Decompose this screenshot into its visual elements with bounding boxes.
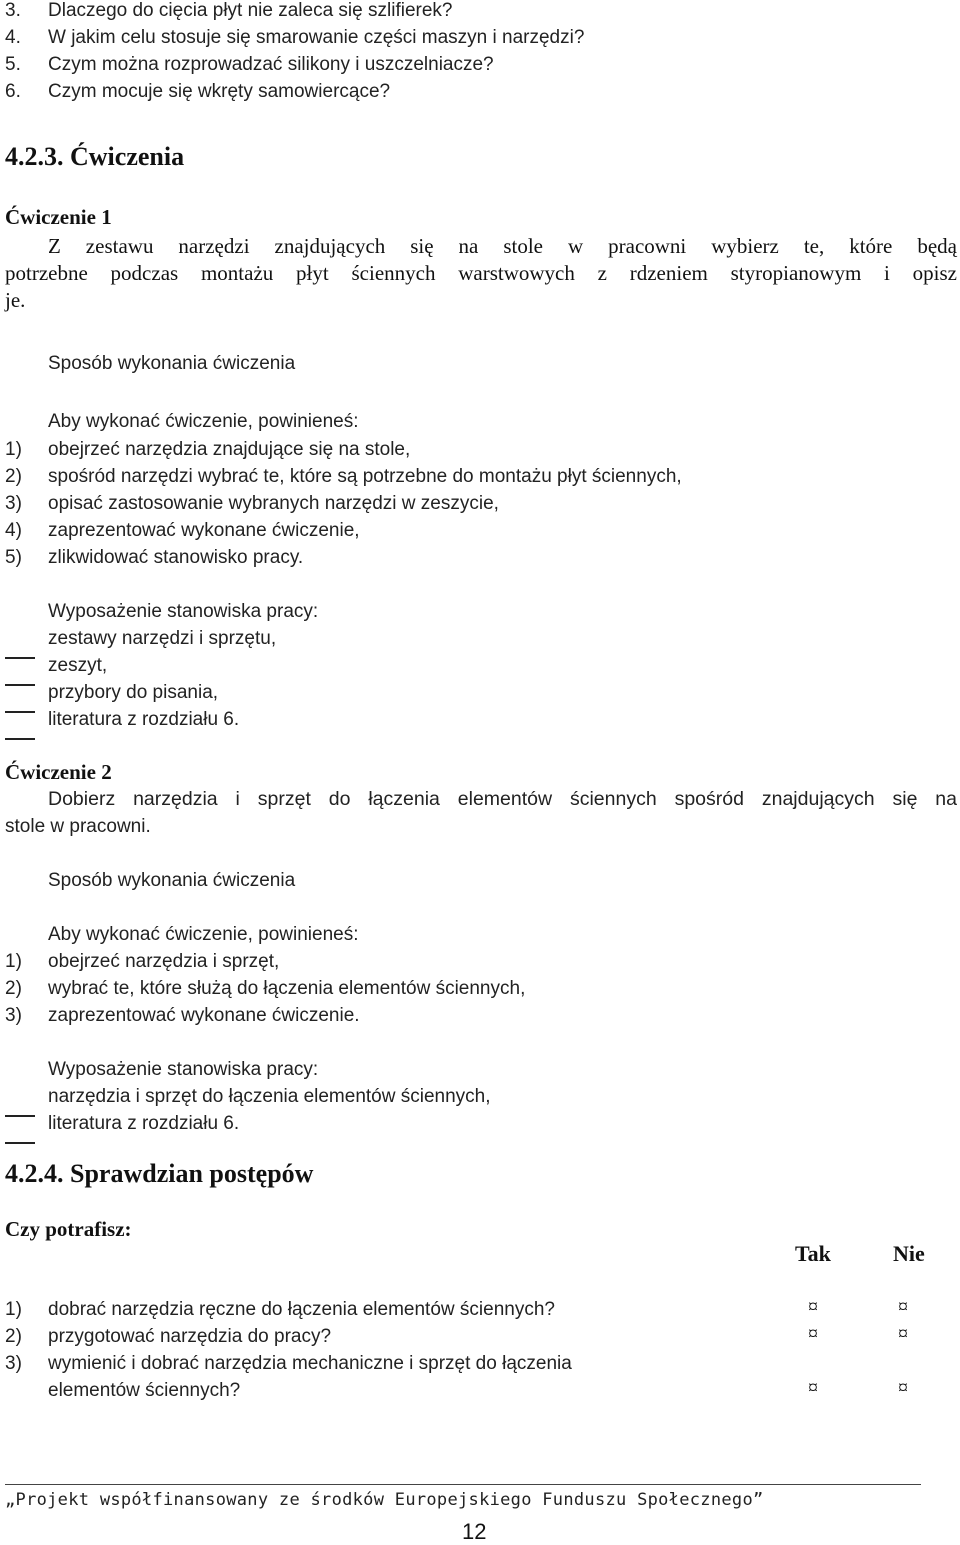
item-number: 3) — [5, 1353, 22, 1374]
equipment-text: zeszyt, — [48, 655, 108, 676]
exercise-1-desc-line2: potrzebne podczas montażu płyt ściennych warstwowych z rdzeniem styropianowym i opisz — [5, 261, 957, 285]
equipment-text: narzędzia i sprzęt do łączenia elementów ściennych, — [48, 1086, 491, 1107]
checkbox-no-3[interactable]: ¤ — [898, 1377, 908, 1399]
step-text: obejrzeć narzędzia znajdujące się na stole, — [48, 439, 411, 460]
footer-divider — [5, 1484, 921, 1485]
item-text: wymienić i dobrać narzędzia mechaniczne i sprzęt do łączenia — [48, 1353, 572, 1374]
page-number: 12 — [462, 1519, 487, 1544]
equipment-text: zestawy narzędzi i sprzętu, — [48, 628, 277, 649]
exercise-2-equipment-item — [5, 1083, 491, 1110]
checkbox-yes-3[interactable]: ¤ — [808, 1377, 818, 1399]
step-text: wybrać te, które służą do łączenia elementów ściennych, — [48, 978, 526, 999]
equipment-text: literatura z rozdziału 6. — [48, 709, 240, 730]
column-header-no: Nie — [893, 1241, 925, 1266]
step-number: 2) — [5, 978, 22, 999]
checkbox-no-2[interactable]: ¤ — [898, 1323, 908, 1345]
question-text: Dlaczego do cięcia płyt nie zaleca się szlifierek? — [48, 0, 453, 21]
step-number: 4) — [5, 520, 22, 541]
item-text: przygotować narzędzia do pracy? — [48, 1326, 332, 1347]
exercise-2-step — [5, 1002, 360, 1029]
question-3 — [5, 0, 452, 24]
exercise-2-method-heading: Sposób wykonania ćwiczenia — [48, 870, 296, 891]
exercise-2-title: Ćwiczenie 2 — [5, 760, 112, 784]
exercise-2-desc-line1: Dobierz narzędzia i sprzęt do łączenia elementów ściennych spośród znajdujących się na — [48, 788, 957, 810]
exercise-1-equipment-heading: Wyposażenie stanowiska pracy: — [48, 601, 319, 622]
step-number: 5) — [5, 547, 22, 568]
exercise-1-equipment-item — [5, 679, 218, 706]
question-number: 6. — [5, 81, 21, 102]
exercise-2-equipment-item — [5, 1110, 239, 1137]
exercise-1-step — [5, 436, 410, 463]
step-number: 3) — [5, 1005, 22, 1026]
step-text: obejrzeć narzędzia i sprzęt, — [48, 951, 280, 972]
question-4 — [5, 24, 584, 51]
checklist-item-2 — [5, 1323, 331, 1350]
question-number: 5. — [5, 54, 21, 75]
step-number: 2) — [5, 466, 22, 487]
item-number: 1) — [5, 1299, 22, 1320]
checklist-item-3 — [5, 1350, 572, 1377]
question-5 — [5, 51, 494, 78]
question-text: W jakim celu stosuje się smarowanie części maszyn i narzędzi? — [48, 27, 585, 48]
exercise-1-desc-line3: je. — [5, 288, 26, 312]
question-number: 3. — [5, 0, 21, 21]
question-6 — [5, 78, 390, 105]
checklist-item-3-continuation: elementów ściennych? — [48, 1380, 241, 1401]
step-text: zaprezentować wykonane ćwiczenie, — [48, 520, 360, 541]
exercise-1-equipment-item — [5, 706, 239, 733]
exercise-1-step — [5, 544, 303, 571]
step-number: 1) — [5, 439, 22, 460]
step-text: zaprezentować wykonane ćwiczenie. — [48, 1005, 360, 1026]
exercise-1-method-heading: Sposób wykonania ćwiczenia — [48, 353, 296, 374]
section-heading-progress: 4.2.4. Sprawdzian postępów — [5, 1159, 314, 1188]
checkbox-yes-1[interactable]: ¤ — [808, 1296, 818, 1318]
checkbox-yes-2[interactable]: ¤ — [808, 1323, 818, 1345]
question-text: Czym można rozprowadzać silikony i uszczelniacze? — [48, 54, 494, 75]
exercise-1-step — [5, 517, 360, 544]
equipment-text: literatura z rozdziału 6. — [48, 1113, 240, 1134]
exercise-2-step — [5, 975, 525, 1002]
step-number: 3) — [5, 493, 22, 514]
equipment-text: przybory do pisania, — [48, 682, 219, 703]
exercise-2-equipment-heading: Wyposażenie stanowiska pracy: — [48, 1059, 319, 1080]
step-number: 1) — [5, 951, 22, 972]
question-text: Czym mocuje się wkręty samowiercące? — [48, 81, 391, 102]
column-header-yes: Tak — [795, 1241, 831, 1266]
exercise-1-equipment-item — [5, 625, 276, 652]
exercise-1-equipment-item — [5, 652, 107, 679]
item-text: dobrać narzędzia ręczne do łączenia elementów ściennych? — [48, 1299, 555, 1320]
question-number: 4. — [5, 27, 21, 48]
exercise-2-steps-intro: Aby wykonać ćwiczenie, powinieneś: — [48, 924, 359, 945]
exercise-1-title: Ćwiczenie 1 — [5, 205, 112, 229]
exercise-2-desc-line2: stole w pracowni. — [5, 816, 151, 837]
exercise-1-step — [5, 463, 682, 490]
exercise-2-step — [5, 948, 279, 975]
step-text: zlikwidować stanowisko pracy. — [48, 547, 304, 568]
checklist-item-1 — [5, 1296, 555, 1323]
item-number: 2) — [5, 1326, 22, 1347]
exercise-1-steps-intro: Aby wykonać ćwiczenie, powinieneś: — [48, 411, 359, 432]
footer-text: „Projekt współfinansowany ze środków Europejskiego Funduszu Społecznego” — [5, 1490, 764, 1510]
checklist-heading: Czy potrafisz: — [5, 1217, 132, 1241]
checkbox-no-1[interactable]: ¤ — [898, 1296, 908, 1318]
section-heading-exercises: 4.2.3. Ćwiczenia — [5, 142, 185, 171]
step-text: opisać zastosowanie wybranych narzędzi w zeszycie, — [48, 493, 499, 514]
step-text: spośród narzędzi wybrać te, które są potrzebne do montażu płyt ściennych, — [48, 466, 682, 487]
exercise-1-step — [5, 490, 499, 517]
exercise-1-desc-line1: Z zestawu narzędzi znajdujących się na stole w pracowni wybierz te, które będą — [48, 234, 957, 258]
